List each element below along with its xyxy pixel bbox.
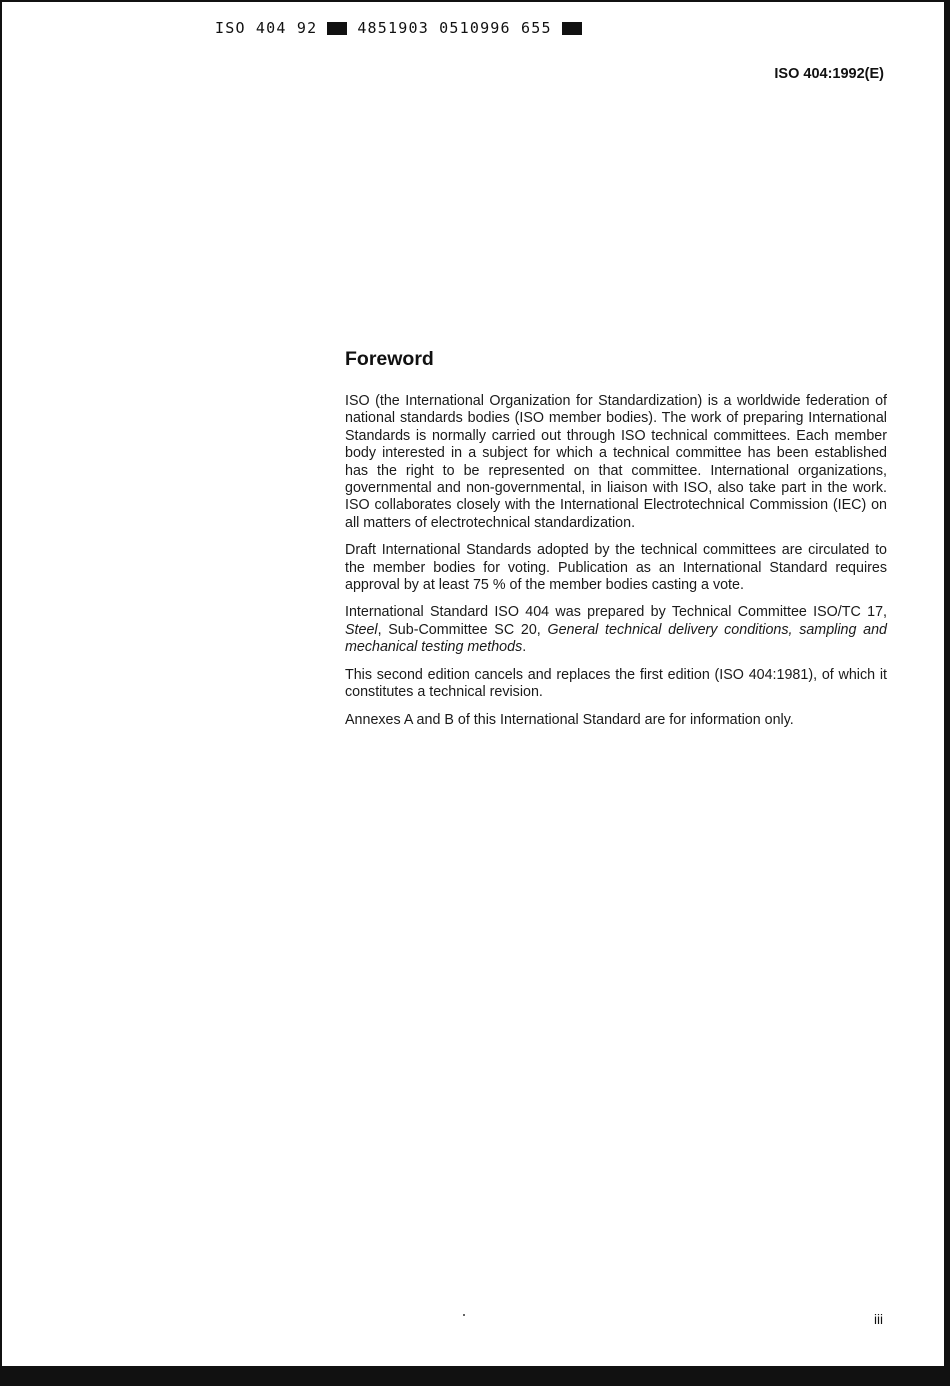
paragraph-text: , Sub-Committee SC 20, — [377, 621, 548, 638]
foreword-paragraph-2: Draft International Standards adopted by the technical committees are circulated to the member bodies for voting. Publication as an International Standard requires approval by at least 75 % of the member bodies casting a vote. — [345, 542, 887, 594]
foreword-paragraph-4: This second edition cancels and replaces the first edition (ISO 404:1981), of which it constitutes a technical revision. — [345, 666, 887, 701]
scan-header-code: ISO 404 92 — [215, 19, 318, 37]
foreword-title: Foreword — [345, 348, 434, 370]
scan-header-number: 4851903 0510996 655 — [357, 19, 552, 37]
scan-block-marker — [327, 22, 347, 35]
paragraph-text: International Standard ISO 404 was prepared by Technical Committee ISO/TC 17, — [345, 604, 887, 621]
foreword-paragraph-3 — [345, 604, 887, 656]
foreword-paragraph-5: Annexes A and B of this International Standard are for information only. — [345, 711, 794, 728]
foreword-section — [345, 348, 887, 739]
scan-speck — [463, 1314, 465, 1316]
italic-committee-name: Steel — [345, 621, 378, 638]
foreword-paragraph-1: ISO (the International Organization for Standardization) is a worldwide federation of national standards bodies (ISO member bodies). The work of preparing International Standards is normally carried out through ISO technical committees. Each member body interested in a subject for which a technical committee has been established has the right to be represented on that committee. International organizations, governmental and non-governmental, in liaison with ISO, also take part in the work. ISO collaborates closely with the International Electrotechnical Commission (IEC) on all matters of electrotechnical standardization. — [345, 393, 887, 531]
italic-subcommittee-name: General technical delivery conditions, sampling and mechanical testing methods — [345, 621, 887, 656]
document-page — [2, 2, 944, 1366]
document-reference: ISO 404:1992(E) — [774, 66, 884, 82]
scan-header — [215, 19, 582, 37]
scan-block-marker — [562, 22, 582, 35]
page-number: iii — [874, 1312, 883, 1327]
paragraph-text: . — [522, 639, 527, 656]
